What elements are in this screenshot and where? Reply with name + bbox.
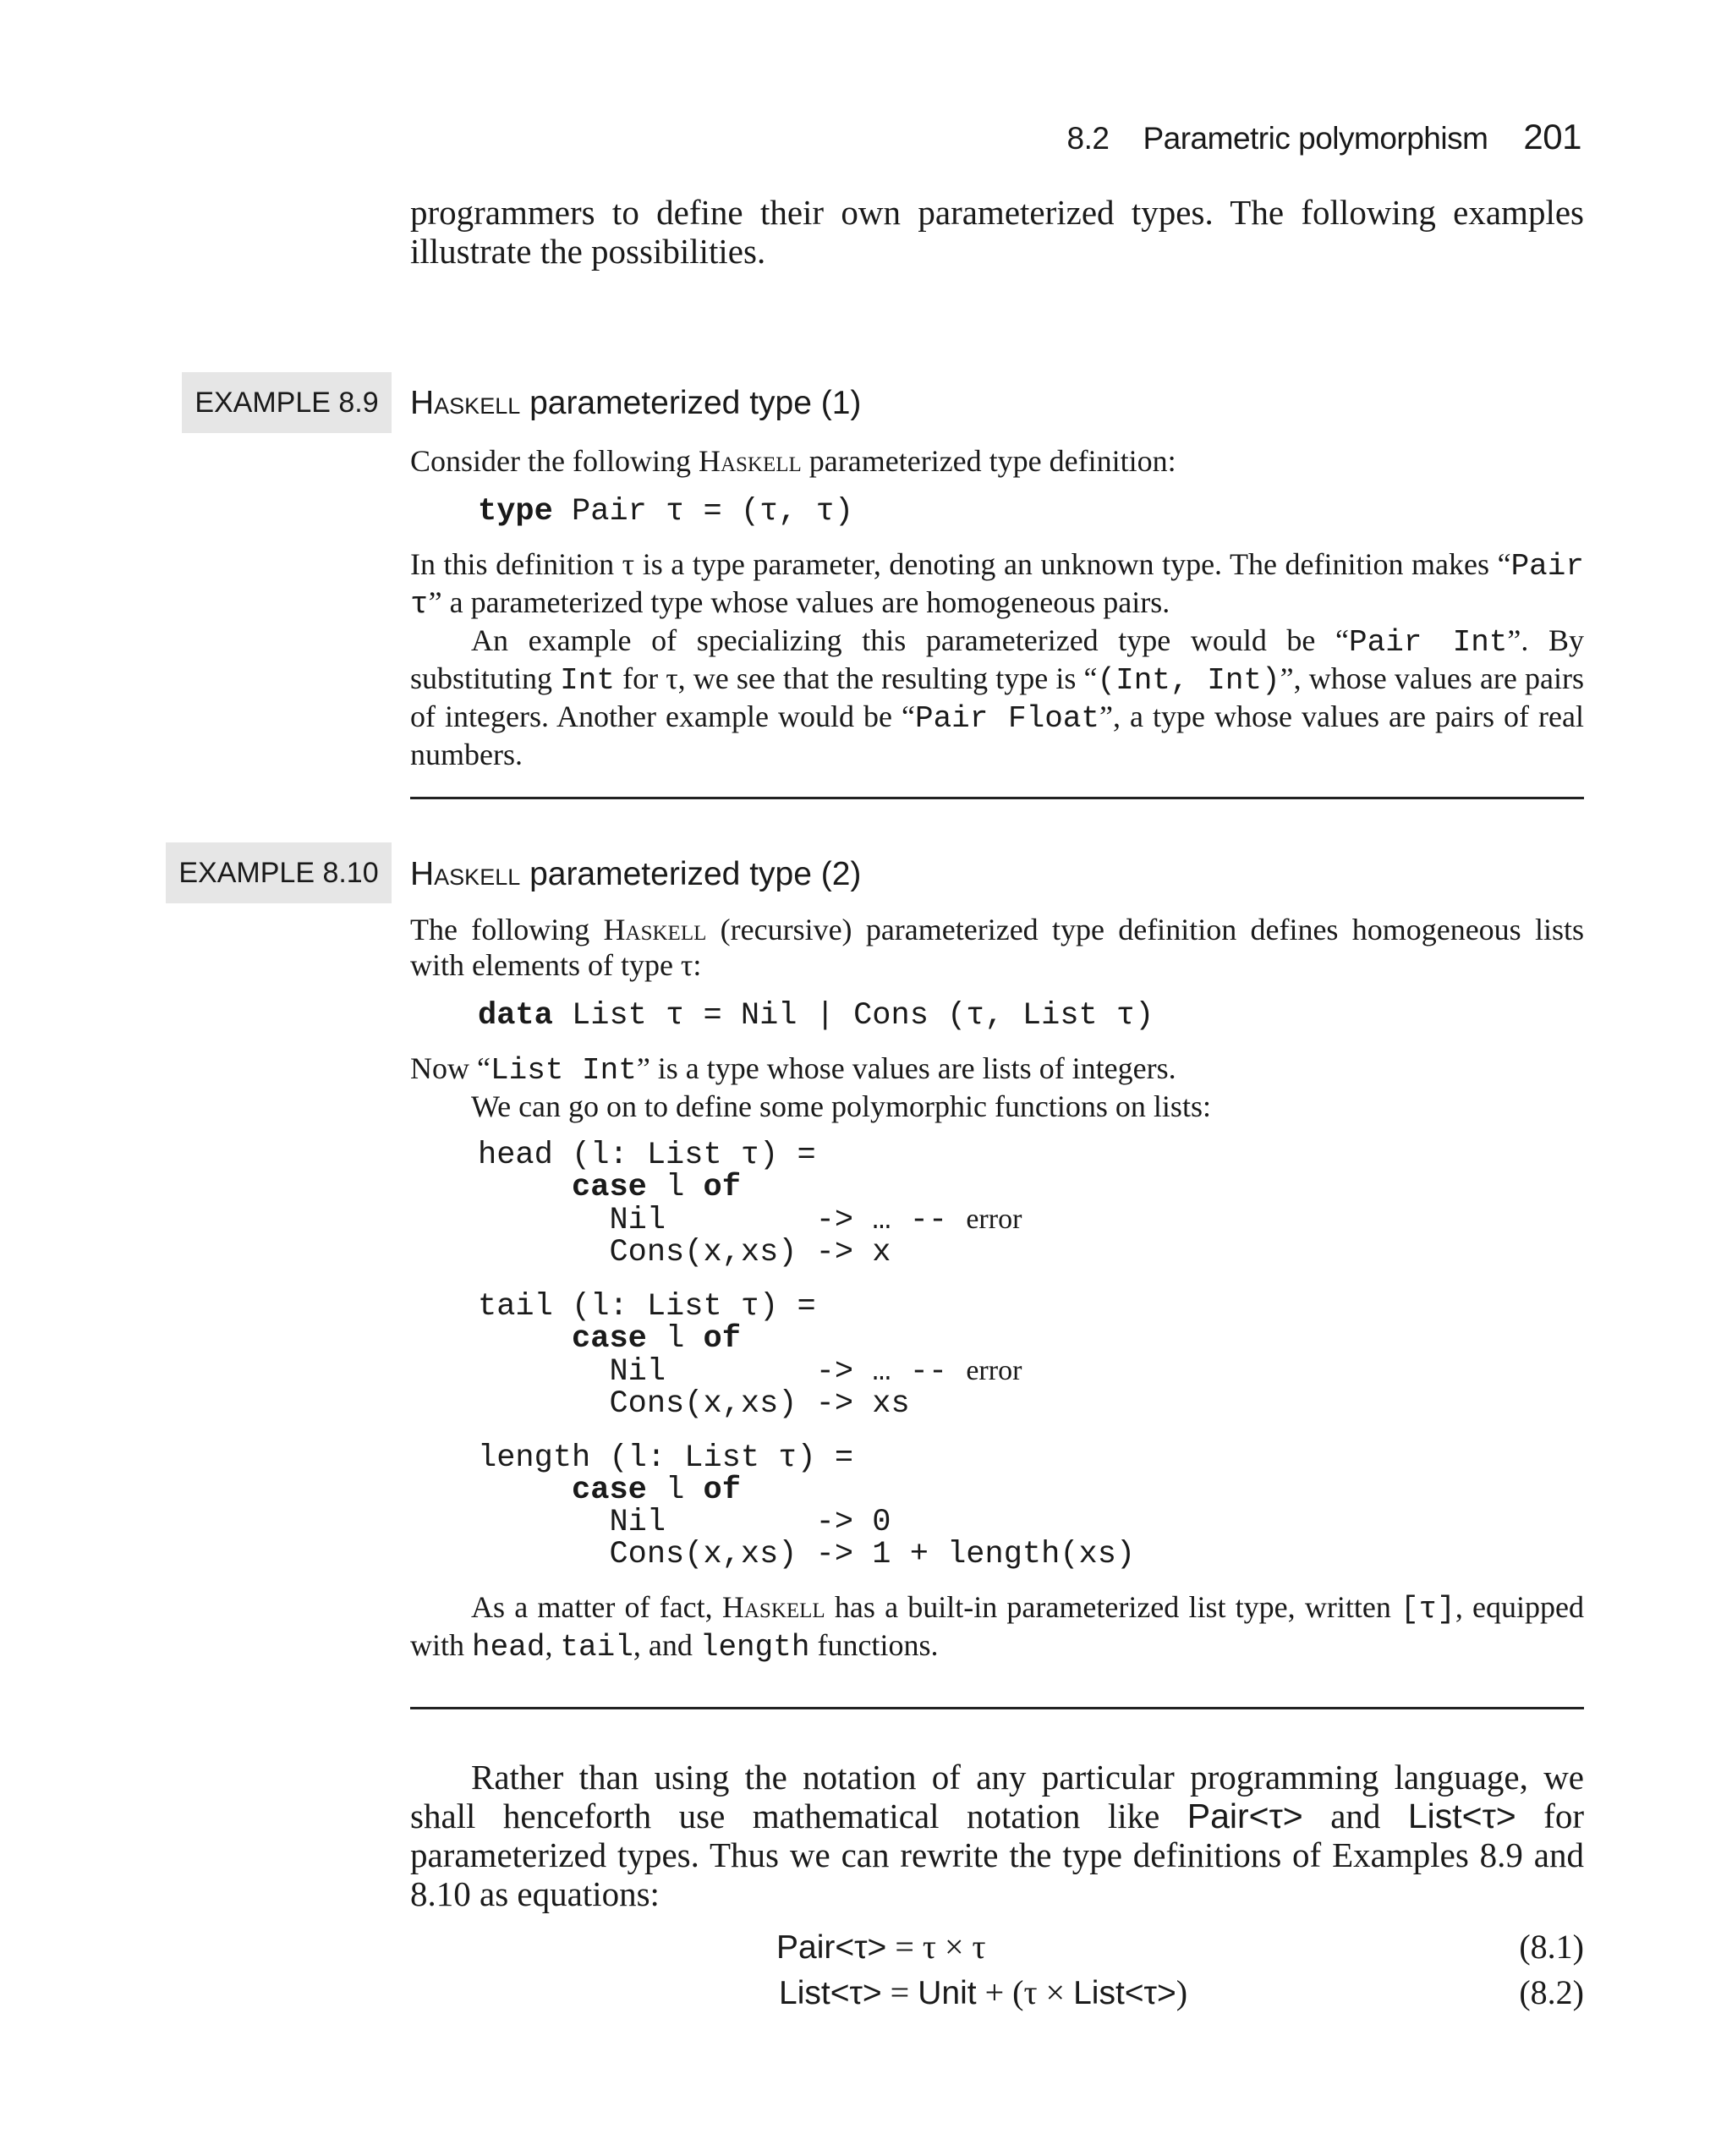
example-8-10-body <box>410 912 1584 1665</box>
tail-function-code: tail (l: List τ) = case l of Nil -> … -- error Cons(x,xs) -> xs <box>478 1289 1022 1422</box>
example-8-9-end-rule <box>410 797 1584 799</box>
equation-8-1-number: (8.1) <box>1519 1928 1584 1966</box>
example-8-10-label: EXAMPLE 8.10 <box>166 842 392 903</box>
section-number: 8.2 <box>1066 121 1110 156</box>
example-8-10-end-rule <box>410 1707 1584 1709</box>
ex810-para-2: Now “List Int” is a type whose values are lists of integers. <box>410 1051 1176 1088</box>
ex89-intro: Consider the following Haskell parameterized type definition: <box>410 444 1176 478</box>
equation-8-1: Pair<τ> = τ × τ <box>776 1928 986 1966</box>
ex89-para-3: An example of specializing this parameterized type would be “Pair Int”. By substituting Int for τ, we see that the resulting type is “(Int, Int)”, whose values are pairs of integers. Another example would be “Pair Float”, a type whose values are pairs of real numbers. <box>410 623 1584 771</box>
ex810-para-3: We can go on to define some polymorphic functions on lists: <box>471 1089 1211 1123</box>
intro-line-1: programmers to define their own parameterized types. The following examples <box>410 193 1584 232</box>
example-8-9-title: Haskell parameterized type (1) <box>410 385 862 421</box>
closing-text: Rather than using the notation of any particular programming language, we shall henceforth use mathematical notation like Pair<τ> and List<τ> for parameterized types. Thus we can rewrite the type definitions of Examples 8.9 and 8.10 as equations: <box>410 1758 1584 1913</box>
ex810-para-4: As a matter of fact, Haskell has a built-in parameterized list type, written [τ], equipped with head, tail, and length functions. <box>410 1590 1584 1665</box>
equation-8-2-number: (8.2) <box>1519 1973 1584 2011</box>
example-8-9-label: EXAMPLE 8.9 <box>182 372 392 433</box>
example-8-9-body <box>410 443 1584 772</box>
length-function-code: length (l: List τ) = case l of Nil -> 0 Cons(x,xs) -> 1 + length(xs) <box>478 1440 1136 1572</box>
intro-line-2: illustrate the possibilities. <box>410 232 766 271</box>
closing-paragraph <box>410 1758 1584 1913</box>
intro-paragraph <box>410 193 1584 271</box>
ex89-para-2: In this definition τ is a type parameter, denoting an unknown type. The definition makes “Pair τ” a parameterized type whose values are homogeneous pairs. <box>410 547 1584 622</box>
ex810-intro: The following Haskell (recursive) parameterized type definition defines homogeneous lists with elements of type τ: <box>410 913 1584 982</box>
function-definitions <box>478 1139 1584 1571</box>
ex810-data-code: data List τ = Nil | Cons (τ, List τ) <box>478 998 1154 1034</box>
page-number: 201 <box>1523 117 1581 156</box>
head-function-code: head (l: List τ) = case l of Nil -> … -- error Cons(x,xs) -> x <box>478 1138 1022 1270</box>
running-head <box>1067 117 1581 157</box>
section-title: Parametric polymorphism <box>1143 121 1488 156</box>
ex89-code: type Pair τ = (τ, τ) <box>478 494 854 529</box>
example-8-10-title: Haskell parameterized type (2) <box>410 856 862 892</box>
equation-8-2: List<τ> = Unit + (τ × List<τ>) <box>779 1973 1188 2011</box>
